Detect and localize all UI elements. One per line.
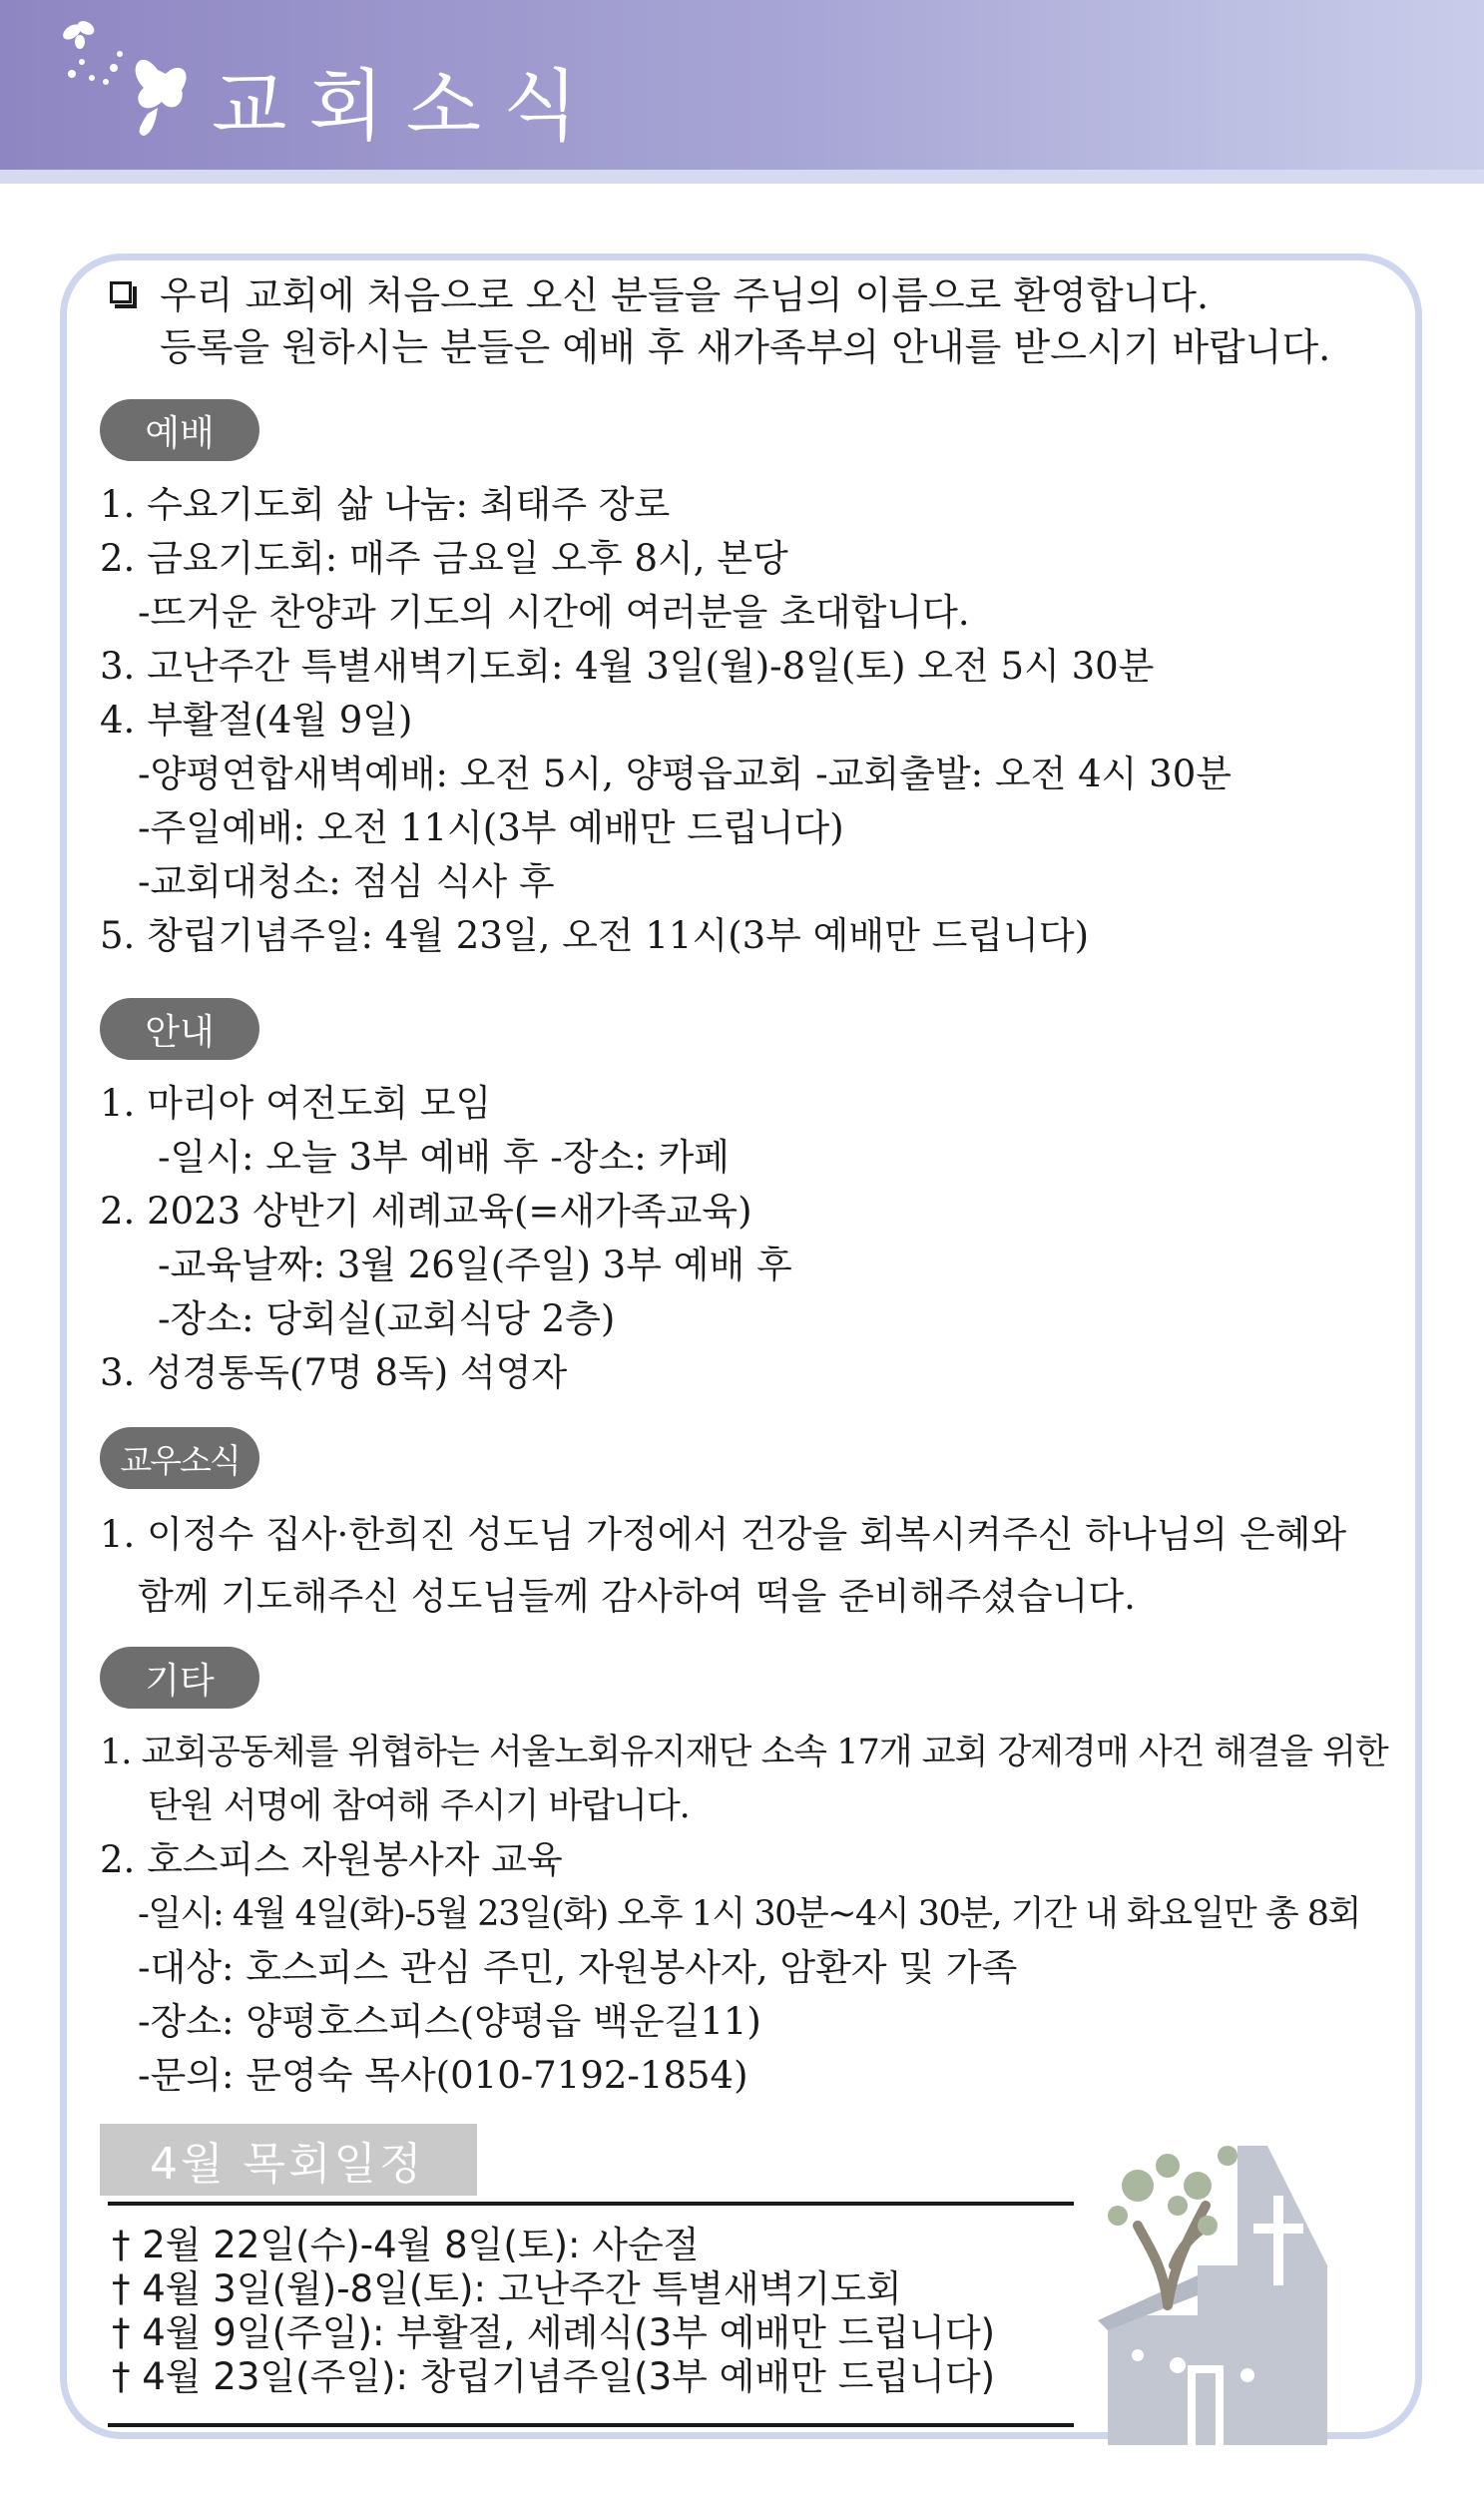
etc-item: -장소: 양평호스피스(양평읍 백운길11) [138,2000,761,2043]
worship-item: -주일예배: 오전 11시(3부 예배만 드립니다) [138,806,844,849]
schedule-title: 4월 목회일정 [100,2124,477,2196]
schedule-rule-top [108,2202,1074,2206]
etc-item: 1. 교회공동체를 위협하는 서울노회유지재단 소속 17개 교회 강제경매 사건 해결을 위한 [100,1733,1388,1772]
section-label-notice: 안내 [100,998,259,1060]
worship-item: -양평연합새벽예배: 오전 5시, 양평읍교회 -교회출발: 오전 4시 30분 [138,752,1232,795]
etc-item: -대상: 호스피스 관심 주민, 자원봉사자, 암환자 및 가족 [138,1946,1018,1989]
worship-item: -뜨거운 찬양과 기도의 시간에 여러분을 초대합니다. [138,591,970,634]
notice-item: 2. 2023 상반기 세례교육(=새가족교육) [100,1190,752,1233]
header-banner-strip [0,170,1484,184]
church-tree-icon [1078,2116,1357,2445]
notice-item: -일시: 오늘 3부 예배 후 -장소: 카페 [158,1136,730,1179]
members-item: 함께 기도해주신 성도님들께 감사하여 떡을 준비해주셨습니다. [138,1575,1136,1618]
butterfly-flower-icon [40,10,240,140]
welcome-line-1: 우리 교회에 처음으로 오신 분들을 주님의 이름으로 환영합니다. [160,273,1210,317]
checkbox-icon [110,281,132,303]
welcome-line-2: 등록을 원하시는 분들은 예배 후 새가족부의 안내를 받으시기 바랍니다. [160,325,1331,369]
schedule-item: † 4월 9일(주일): 부활절, 세례식(3부 예배만 드립니다) [112,2311,996,2354]
worship-item: 1. 수요기도회 삶 나눔: 최태주 장로 [100,483,671,526]
etc-item: -문의: 문영숙 목사(010-7192-1854) [138,2054,748,2097]
schedule-item: † 2월 22일(수)-4월 8일(토): 사순절 [112,2224,700,2266]
schedule-rule-bottom [108,2423,1074,2427]
notice-item: -장소: 당회실(교회식당 2층) [158,1297,616,1340]
etc-item: -일시: 4월 4일(화)-5월 23일(화) 오후 1시 30분~4시 30분, 기간 내 화요일만 총 8회 [138,1894,1360,1934]
page-title: 교회소식 [212,62,601,152]
worship-item: 2. 금요기도회: 매주 금요일 오후 8시, 본당 [100,537,788,580]
section-label-worship: 예배 [100,399,259,461]
etc-item: 탄원 서명에 참여해 주시기 바랍니다. [148,1786,690,1826]
section-label-etc: 기타 [100,1647,259,1709]
worship-item: 3. 고난주간 특별새벽기도회: 4월 3일(월)-8일(토) 오전 5시 30분 [100,645,1155,688]
notice-item: -교육날짜: 3월 26일(주일) 3부 예배 후 [158,1244,792,1286]
section-label-members: 교우소식 [100,1427,259,1489]
members-item: 1. 이정수 집사·한희진 성도님 가정에서 건강을 회복시켜주신 하나님의 은혜와 [100,1513,1347,1556]
etc-item: 2. 호스피스 자원봉사자 교육 [100,1838,563,1881]
schedule-item: † 4월 23일(주일): 창립기념주일(3부 예배만 드립니다) [112,2355,996,2398]
notice-item: 1. 마리아 여전도회 모임 [100,1082,492,1125]
schedule-item: † 4월 3일(월)-8일(토): 고난주간 특별새벽기도회 [112,2267,902,2310]
notice-item: 3. 성경통독(7명 8독) 석영자 [100,1351,568,1394]
worship-item: 5. 창립기념주일: 4월 23일, 오전 11시(3부 예배만 드립니다) [100,914,1090,957]
worship-item: -교회대청소: 점심 식사 후 [138,860,555,903]
worship-item: 4. 부활절(4월 9일) [100,699,413,742]
